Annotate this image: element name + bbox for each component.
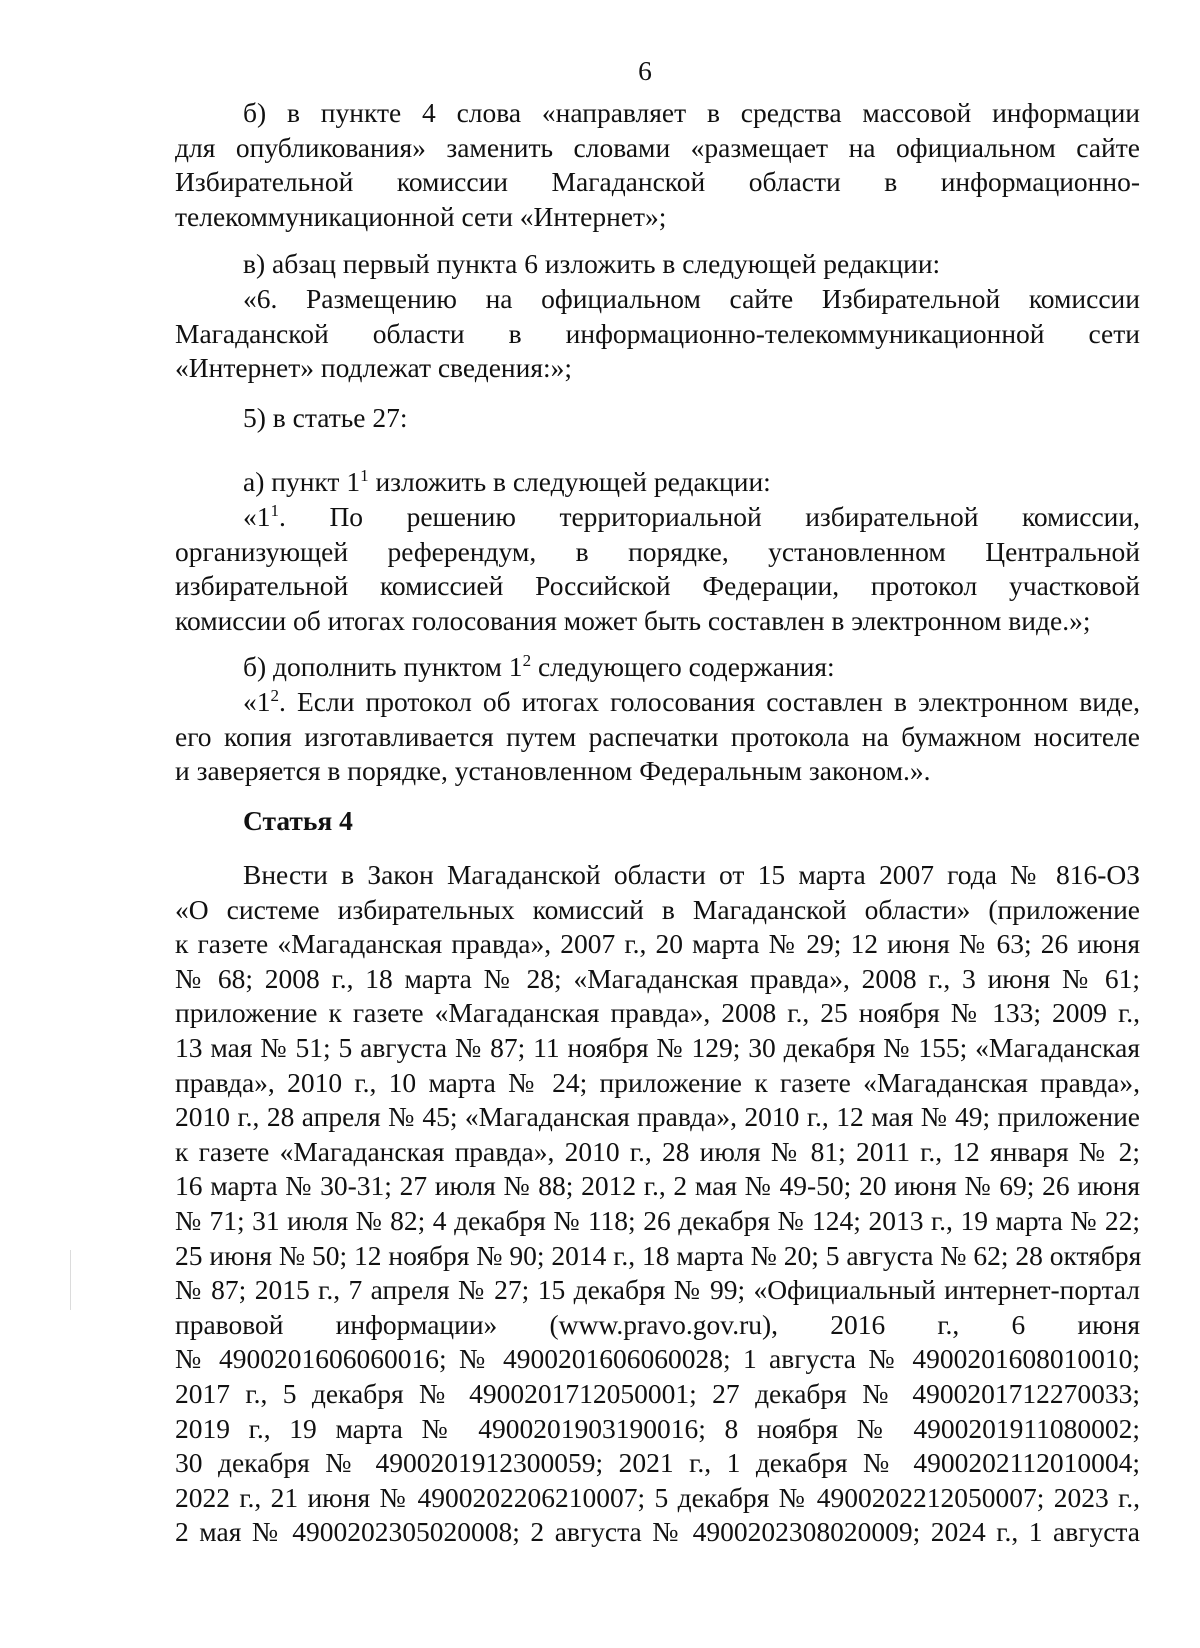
text-line: организующей референдум, в порядке, установленном Центральной: [175, 535, 1140, 567]
text-line: приложение к газете «Магаданская правда», 2008 г., 25 ноября № 133; 2009 г.,: [175, 997, 1140, 1029]
text-line: 25 июня № 50; 12 ноября № 90; 2014 г., 18 марта № 20; 5 августа № 62; 28 октября: [175, 1239, 1142, 1271]
text-fragment: . По решению территориальной избирательной комиссии,: [279, 501, 1140, 532]
text-fragment: «1: [243, 686, 271, 717]
text-line: 2017 г., 5 декабря № 4900201712050001; 27 декабря № 4900201712270033;: [175, 1377, 1140, 1409]
text-line: телекоммуникационной сети «Интернет»;: [175, 200, 667, 232]
text-line: № 68; 2008 г., 18 марта № 28; «Магаданская правда», 2008 г., 3 июня № 61;: [175, 962, 1140, 994]
text-line: «Интернет» подлежат сведения:»;: [175, 352, 573, 384]
article-heading: [175, 804, 1140, 839]
text-line: [175, 650, 1140, 685]
text-line: [175, 465, 1140, 500]
text-line: № 4900201606060016; № 4900201606060028; 1 августа № 4900201608010010;: [175, 1343, 1140, 1375]
superscript: 1: [270, 500, 280, 520]
text-line: правовой информации» (www.pravo.gov.ru), 2016 г., 6 июня: [175, 1308, 1140, 1340]
paragraph-point-1-2-quote: [175, 685, 1140, 789]
text-line: 13 мая № 51; 5 августа № 87; 11 ноября № 129; 30 декабря № 155; «Магаданская: [175, 1031, 1140, 1063]
text-line: «6. Размещению на официальном сайте Избирательной комиссии: [243, 283, 1140, 314]
text-line: Избирательной комиссии Магаданской области в информационно-: [175, 166, 1140, 198]
text-line: 2 мая № 4900202305020008; 2 августа № 4900202308020009; 2024 г., 1 августа: [175, 1516, 1140, 1548]
text-fragment: . Если протокол об итогах голосования составлен в электронном виде,: [279, 686, 1140, 717]
text-line: 30 декабря № 4900201912300059; 2021 г., 1 декабря № 4900202112010004;: [175, 1447, 1140, 1479]
text-line: к газете «Магаданская правда», 2007 г., 20 марта № 29; 12 июня № 63; 26 июня: [175, 928, 1140, 960]
text-fragment: следующего содержания:: [531, 651, 835, 682]
superscript: 2: [270, 685, 280, 705]
text-line: правда», 2010 г., 10 марта № 24; приложение к газете «Магаданская правда»,: [175, 1066, 1140, 1098]
page-number: 6: [638, 55, 652, 86]
text-fragment: изложить в следующей редакции:: [368, 466, 771, 497]
paragraph-amendment-point-1-2: [175, 650, 1140, 685]
scan-edge-mark: [70, 1250, 71, 1310]
paragraph-article-27: [175, 401, 1140, 436]
heading-text: Статья 4: [243, 805, 353, 836]
paragraph-amendment-point-4: [175, 96, 1140, 234]
paragraph-article-4-body: [175, 858, 1140, 1550]
paragraph-point-6-quote: [175, 282, 1140, 386]
text-line: 2010 г., 28 апреля № 45; «Магаданская правда», 2010 г., 12 мая № 49; приложение: [175, 1101, 1140, 1133]
superscript: 2: [522, 650, 532, 670]
text-line: «О системе избирательных комиссий в Магаданской области» (приложение: [175, 893, 1140, 925]
text-line: [175, 685, 1140, 720]
text-line: [175, 500, 1140, 535]
superscript: 1: [360, 465, 369, 485]
text-line: Магаданской области в информационно-телекоммуникационной сети: [175, 317, 1140, 349]
text-fragment: б) дополнить пунктом 1: [243, 651, 523, 682]
text-line: к газете «Магаданская правда», 2010 г., 28 июля № 81; 2011 г., 12 января № 2;: [175, 1135, 1140, 1167]
text-fragment: «1: [243, 501, 271, 532]
text-line: 2022 г., 21 июня № 4900202206210007; 5 декабря № 4900202212050007; 2023 г.,: [175, 1481, 1140, 1513]
paragraph-amendment-point-6: [175, 247, 1140, 282]
text-line: 2019 г., 19 марта № 4900201903190016; 8 ноября № 4900201911080002;: [175, 1412, 1140, 1444]
text-line: и заверяется в порядке, установленном Федеральным законом.».: [175, 755, 931, 787]
text-line: его копия изготавливается путем распечатки протокола на бумажном носителе: [175, 720, 1140, 752]
text-line: б) в пункте 4 слова «направляет в средства массовой информации: [243, 97, 1140, 128]
text-line: № 87; 2015 г., 7 апреля № 27; 15 декабря № 99; «Официальный интернет-портал: [175, 1274, 1140, 1306]
text-line: 16 марта № 30-31; 27 июля № 88; 2012 г., 2 мая № 49-50; 20 июня № 69; 26 июня: [175, 1170, 1140, 1202]
paragraph-point-1-1-quote: [175, 500, 1140, 638]
text-line: Внести в Закон Магаданской области от 15 марта 2007 года № 816-ОЗ: [243, 859, 1140, 890]
text-line: комиссии об итогах голосования может быть составлен в электронном виде.»;: [175, 604, 1091, 636]
text-line: 5) в статье 27:: [243, 402, 408, 433]
text-line: избирательной комиссией Российской Федерации, протокол участковой: [175, 570, 1140, 602]
text-line: № 71; 31 июля № 82; 4 декабря № 118; 26 декабря № 124; 2013 г., 19 марта № 22;: [175, 1204, 1140, 1236]
paragraph-amendment-point-1-1: [175, 465, 1140, 500]
text-fragment: а) пункт 1: [243, 466, 361, 497]
text-line: в) абзац первый пункта 6 изложить в следующей редакции:: [243, 248, 941, 279]
text-line: для опубликования» заменить словами «размещает на официальном сайте: [175, 131, 1140, 163]
